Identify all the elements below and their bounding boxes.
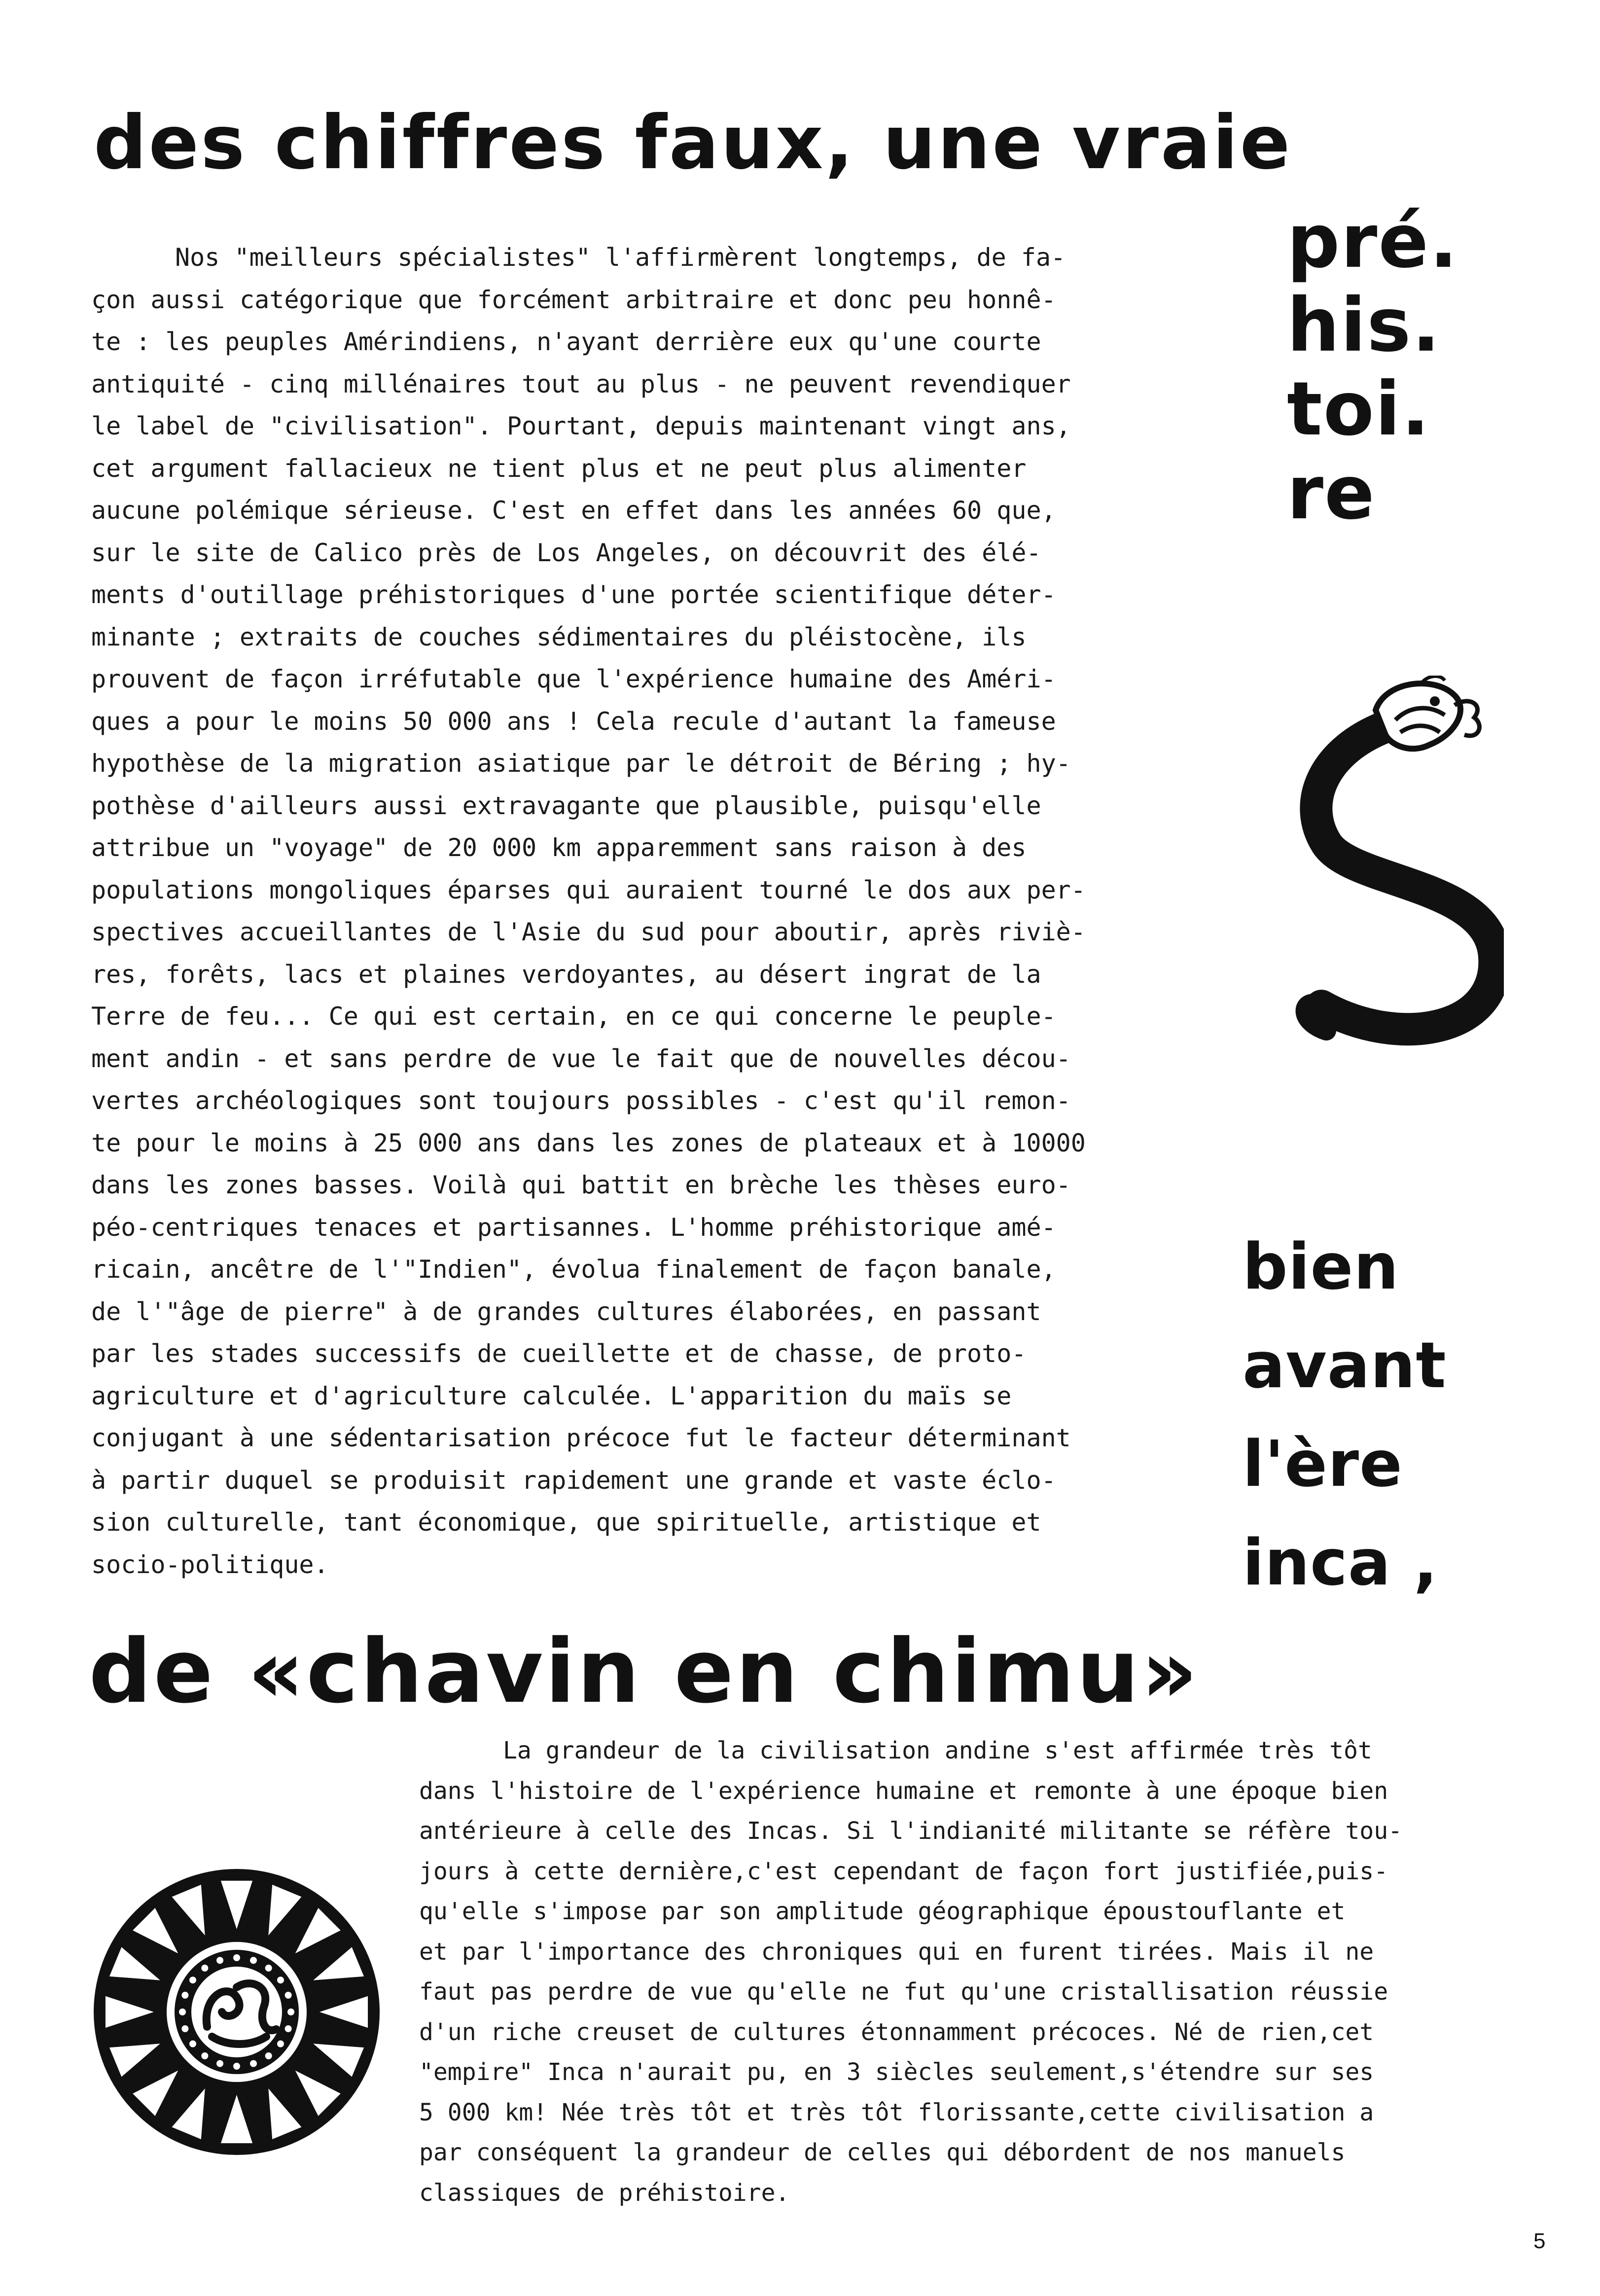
serpent-head bbox=[1376, 683, 1460, 749]
emblem-dot bbox=[201, 2052, 208, 2059]
emblem-dot bbox=[216, 1957, 223, 1964]
text-line: socio-politique. bbox=[91, 1550, 329, 1579]
text-line: vertes archéologiques sont toujours possibles - c'est qu'il remon- bbox=[91, 1086, 1071, 1115]
text-line: Nos "meilleurs spécialistes" l'affirmèrent longtemps, de fa- bbox=[175, 243, 1066, 272]
emblem-dot bbox=[189, 1976, 196, 1983]
text-line: La grandeur de la civilisation andine s'est affirmée très tôt bbox=[503, 1737, 1372, 1764]
stacked-word: bien bbox=[1243, 1230, 1399, 1304]
text-line: minante ; extraits de couches sédimentaires du pléistocène, ils bbox=[91, 622, 1027, 651]
text-line: par les stades successifs de cueillette et de chasse, de proto- bbox=[91, 1339, 1027, 1368]
emblem-dot bbox=[181, 1992, 188, 1999]
emblem-dot bbox=[181, 2025, 188, 2032]
emblem-dot bbox=[216, 2060, 223, 2067]
text-line: "empire" Inca n'aurait pu, en 3 siècles seulement,s'étendre sur ses bbox=[419, 2058, 1374, 2086]
text-line: aucune polémique sérieuse. C'est en effet dans les années 60 que, bbox=[91, 496, 1056, 525]
emblem-dot bbox=[277, 1976, 284, 1983]
emblem-dot bbox=[250, 1957, 257, 1964]
text-line: çon aussi catégorique que forcément arbitraire et donc peu honnê- bbox=[91, 285, 1056, 314]
text-line: attribue un "voyage" de 20 000 km apparemment sans raison à des bbox=[91, 833, 1027, 862]
text-line: pothèse d'ailleurs aussi extravagante que plausible, puisqu'elle bbox=[91, 791, 1041, 820]
text-line: dans les zones basses. Voilà qui battit en brèche les thèses euro- bbox=[91, 1171, 1071, 1199]
emblem-dot bbox=[265, 1965, 272, 1972]
emblem-dot bbox=[250, 2060, 257, 2067]
text-line: sur le site de Calico près de Los Angeles, on découvrit des élé- bbox=[91, 538, 1041, 567]
text-line: cet argument fallacieux ne tient plus et ne peut plus alimenter bbox=[91, 454, 1027, 483]
serpent-body bbox=[1316, 725, 1494, 1029]
andean-emblem bbox=[89, 1864, 385, 2160]
bien-avant-stacked-title bbox=[1243, 1218, 1447, 1613]
text-line: res, forêts, lacs et plaines verdoyantes, au désert ingrat de la bbox=[91, 960, 1041, 989]
text-line: ments d'outillage préhistoriques d'une portée scientifique déter- bbox=[91, 580, 1056, 609]
text-line: prouvent de façon irréfutable que l'expérience humaine des Améri- bbox=[91, 665, 1056, 693]
text-line: péo-centriques tenaces et partisannes. L'homme préhistorique amé- bbox=[91, 1213, 1056, 1242]
text-line: 5 000 km! Née très tôt et très tôt florissante,cette civilisation a bbox=[419, 2098, 1374, 2126]
emblem-dot bbox=[285, 1992, 292, 1999]
stacked-word: toi. bbox=[1287, 366, 1431, 452]
emblem-dot bbox=[189, 2041, 196, 2047]
prehistoire-stacked-title bbox=[1287, 200, 1458, 535]
stacked-word: re bbox=[1287, 450, 1376, 536]
text-line: qu'elle s'impose par son amplitude géographique époustouflante et bbox=[419, 1898, 1346, 1925]
emblem-dot bbox=[233, 2063, 240, 2070]
emblem-disc bbox=[94, 1869, 380, 2155]
emblem-dot bbox=[179, 2009, 186, 2015]
text-line: antiquité - cinq millénaires tout au plus - ne peuvent revendiquer bbox=[91, 369, 1071, 398]
text-line: par conséquent la grandeur de celles qui débordent de nos manuels bbox=[419, 2139, 1346, 2166]
text-line: faut pas perdre de vue qu'elle ne fut qu'une cristallisation réussie bbox=[419, 1978, 1388, 2006]
text-line: ment andin - et sans perdre de vue le fait que de nouvelles décou- bbox=[91, 1044, 1071, 1073]
text-line: te : les peuples Amérindiens, n'ayant derrière eux qu'une courte bbox=[91, 327, 1041, 356]
text-line: antérieure à celle des Incas. Si l'indianité militante se réfère tou- bbox=[419, 1817, 1402, 1845]
headline-top: des chiffres faux, une vraie bbox=[94, 100, 1292, 186]
text-line: classiques de préhistoire. bbox=[419, 2179, 790, 2207]
emblem-dot bbox=[287, 2009, 294, 2015]
stacked-word: avant bbox=[1243, 1329, 1447, 1402]
body-text-top bbox=[91, 237, 1240, 1586]
text-line: hypothèse de la migration asiatique par le détroit de Béring ; hy- bbox=[91, 749, 1071, 778]
emblem-dot bbox=[201, 1965, 208, 1972]
body-text-bottom bbox=[419, 1731, 1529, 2213]
headline-bottom: de «chavin en chimu» bbox=[89, 1620, 1200, 1722]
page-number: 5 bbox=[1533, 2229, 1546, 2253]
emblem-dot bbox=[265, 2052, 272, 2059]
text-line: jours à cette dernière,c'est cependant de façon fort justifiée,puis- bbox=[419, 1857, 1388, 1885]
serpent-eye bbox=[1430, 696, 1440, 706]
text-line: ricain, ancêtre de l'"Indien", évolua finalement de façon banale, bbox=[91, 1255, 1056, 1284]
text-line: de l'"âge de pierre" à de grandes cultures élaborées, en passant bbox=[91, 1297, 1041, 1326]
text-line: conjugant à une sédentarisation précoce fut le facteur déterminant bbox=[91, 1424, 1071, 1452]
text-line: Terre de feu... Ce qui est certain, en ce qui concerne le peuple- bbox=[91, 1002, 1056, 1031]
stacked-word: pré. bbox=[1287, 199, 1459, 285]
stacked-word: l'ère bbox=[1243, 1428, 1403, 1501]
text-line: spectives accueillantes de l'Asie du sud pour aboutir, après riviè- bbox=[91, 918, 1086, 946]
serpent-illustration bbox=[1292, 676, 1504, 1110]
text-line: à partir duquel se produisit rapidement une grande et vaste éclo- bbox=[91, 1466, 1056, 1495]
text-line: d'un riche creuset de cultures étonnamment précoces. Né de rien,cet bbox=[419, 2018, 1374, 2046]
emblem-dot bbox=[277, 2041, 284, 2047]
emblem-dot bbox=[285, 2025, 292, 2032]
text-line: le label de "civilisation". Pourtant, depuis maintenant vingt ans, bbox=[91, 412, 1071, 440]
stacked-word: inca , bbox=[1243, 1526, 1438, 1600]
text-line: sion culturelle, tant économique, que spirituelle, artistique et bbox=[91, 1508, 1041, 1537]
text-line: te pour le moins à 25 000 ans dans les zones de plateaux et à 10000 bbox=[91, 1128, 1086, 1157]
text-line: ques a pour le moins 50 000 ans ! Cela recule d'autant la fameuse bbox=[91, 707, 1056, 736]
text-line: agriculture et d'agriculture calculée. L'apparition du maïs se bbox=[91, 1381, 1012, 1410]
emblem-dot bbox=[233, 1954, 240, 1961]
stacked-word: his. bbox=[1287, 283, 1441, 368]
text-line: et par l'importance des chroniques qui en furent tirées. Mais il ne bbox=[419, 1937, 1374, 1966]
text-line: dans l'histoire de l'expérience humaine et remonte à une époque bien bbox=[419, 1777, 1388, 1805]
text-line: populations mongoliques éparses qui auraient tourné le dos aux per- bbox=[91, 875, 1086, 904]
